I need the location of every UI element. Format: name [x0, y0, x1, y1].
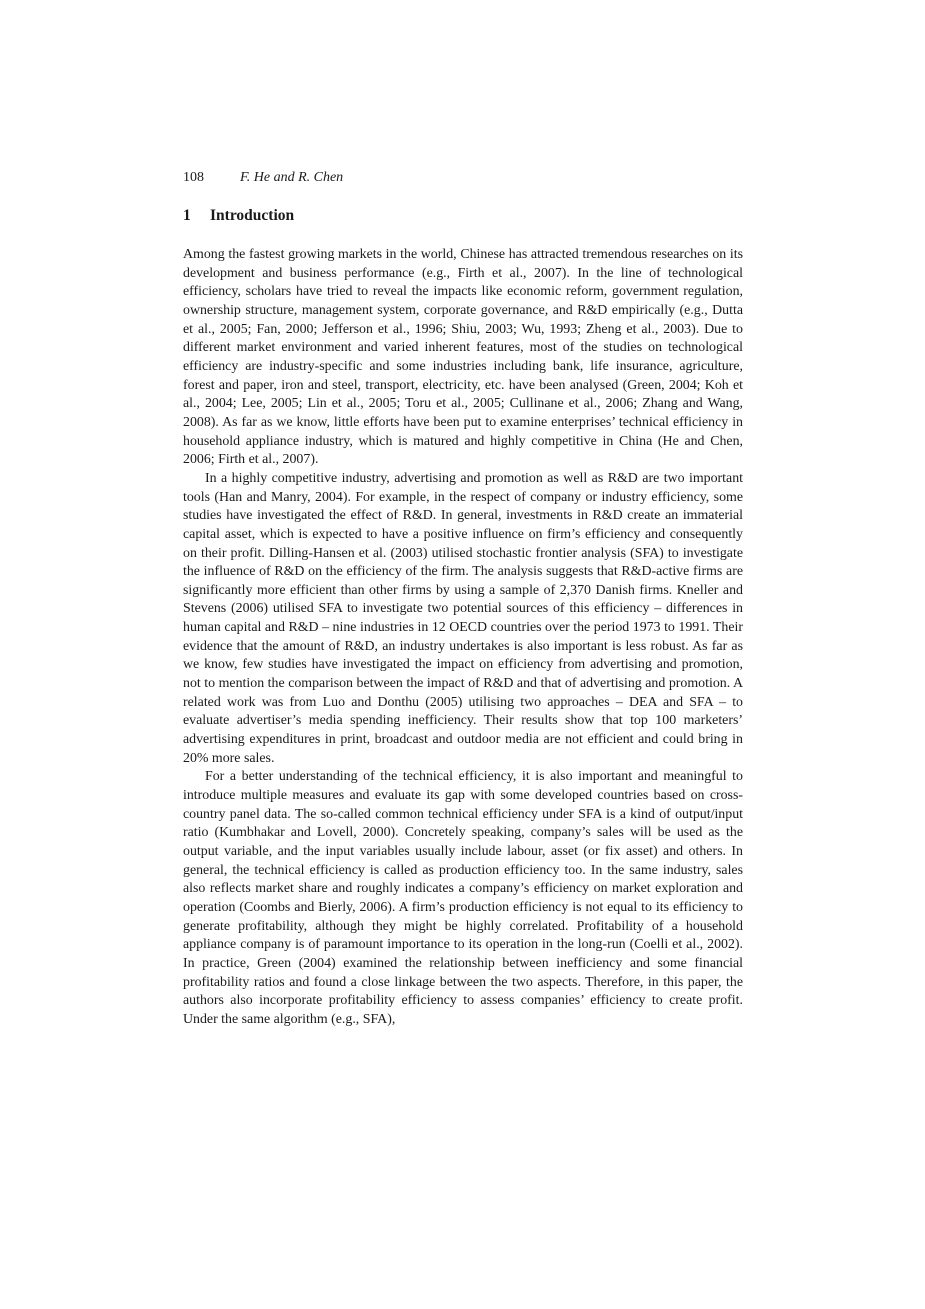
section-heading [183, 206, 743, 226]
running-authors: F. He and R. Chen [240, 170, 344, 185]
paragraph-2: In a highly competitive industry, advertising and promotion as well as R&D are two important tools (Han and Manry, 2004). For example, in the respect of company or industry efficiency, some studies have investigated the effect of R&D. In general, investments in R&D create an immaterial capital asset, which is expected to have a positive influence on firm’s efficiency and consequently on their profit. Dilling-Hansen et al. (2003) utilised stochastic frontier analysis (SFA) to investigate the influence of R&D on the efficiency of the firm. The analysis suggests that R&D-active firms are significantly more efficient than other firms by using a sample of 2,370 Danish firms. Kneller and Stevens (2006) utilised SFA to investigate two potential sources of this efficiency – differences in human capital and R&D – nine industries in 12 OECD countries over the period 1973 to 1991. Their evidence that the amount of R&D, an industry undertakes is also important is less robust. As far as we know, few studies have investigated the impact on efficiency from advertising and promotion, not to mention the comparison between the impact of R&D and that of advertising and promotion. A related work was from Luo and Donthu (2005) utilising two approaches – DEA and SFA – to evaluate advertiser’s media spending inefficiency. Their results show that top 100 marketers’ advertising expenditures in print, broadcast and outdoor media are not efficient and could bring in 20% more sales. [183, 470, 743, 766]
section-title: Introduction [210, 207, 295, 224]
body-text [183, 246, 743, 1030]
page-number: 108 [183, 170, 204, 185]
paragraph-1: Among the fastest growing markets in the world, Chinese has attracted tremendous researches on its development and business performance (e.g., Firth et al., 2007). In the line of technological efficiency, scholars have tried to reveal the impacts like economic reform, government regulation, ownership structure, management system, corporate governance, and R&D empirically (e.g., Dutta et al., 2005; Fan, 2000; Jefferson et al., 1996; Shiu, 2003; Wu, 1993; Zheng et al., 2003). Due to different market environment and varied inherent features, most of the studies on technological efficiency are industry-specific and some industries including bank, life insurance, agriculture, forest and paper, iron and steel, transport, electricity, etc. have been analysed (Green, 2004; Koh et al., 2004; Lee, 2005; Lin et al., 2005; Toru et al., 2005; Cullinane et al., 2006; Zhang and Wang, 2008). As far as we know, little efforts have been put to examine enterprises’ technical efficiency in household appliance industry, which is matured and highly competitive in China (He and Chen, 2006; Firth et al., 2007). [183, 247, 743, 468]
running-header [183, 168, 743, 188]
section-number: 1 [183, 207, 191, 224]
page-content [183, 168, 743, 1030]
paragraph-3: For a better understanding of the technical efficiency, it is also important and meaningful to introduce multiple measures and evaluate its gap with some developed countries based on cross-country panel data. The so-called common technical efficiency under SFA is a kind of output/input ratio (Kumbhakar and Lovell, 2000). Concretely speaking, company’s sales will be used as the output variable, and the input variables usually include labour, asset (or fix asset) and others. In general, the technical efficiency is called as production efficiency too. In the same industry, sales also reflects market share and roughly indicates a company’s efficiency on market exploration and operation (Coombs and Bierly, 2006). A firm’s production efficiency is not equal to its efficiency to generate profitability, although they might be highly correlated. Profitability of a household appliance company is of paramount importance to its operation in the long-run (Coelli et al., 2002). In practice, Green (2004) examined the relationship between inefficiency and some financial profitability ratios and found a close linkage between the two aspects. Therefore, in this paper, the authors also incorporate profitability efficiency to assess companies’ efficiency to create profit. Under the same algorithm (e.g., SFA), [183, 769, 743, 1027]
